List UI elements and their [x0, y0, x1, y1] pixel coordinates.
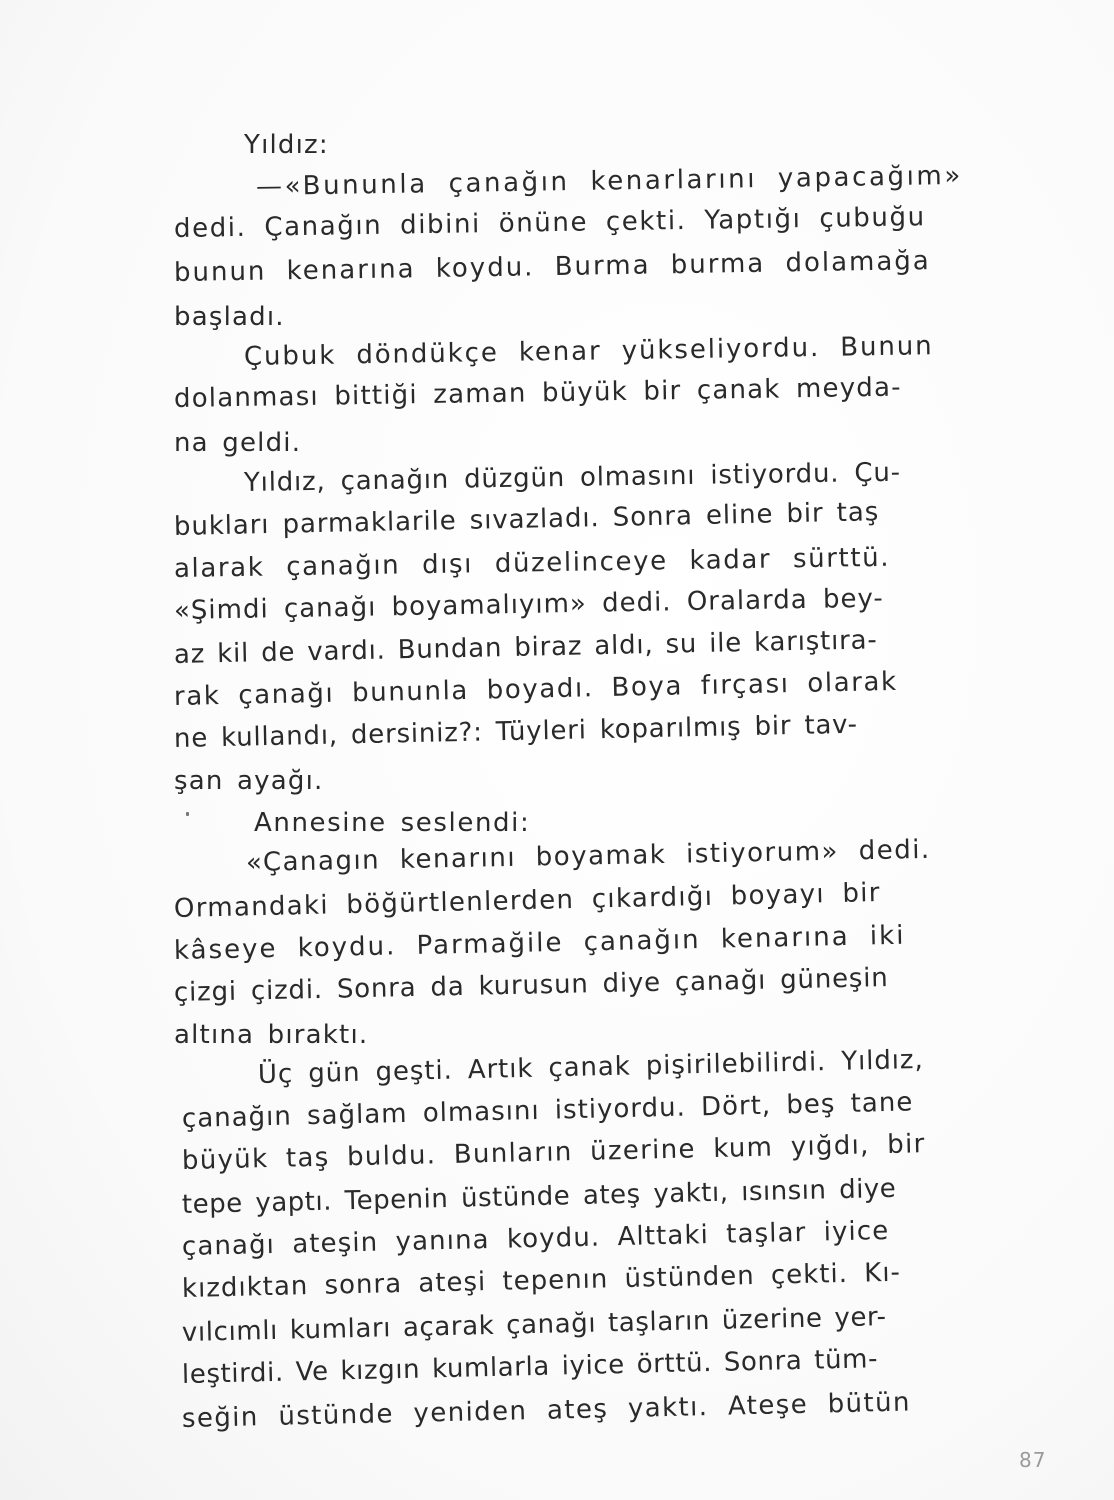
text-line: Çubuk döndükçe kenar yükseliyordu. Bunun: [243, 331, 934, 372]
text-line: az kil de vardı. Bundan biraz aldı, su ile karıştıra-: [173, 625, 878, 670]
text-line: çizgi çizdi. Sonra da kurusun diye çanağı güneşin: [173, 963, 889, 1008]
page-number: 87: [1019, 1448, 1047, 1472]
text-line: seğin üstünde yeniden ateş yaktı. Ateşe bütün: [181, 1387, 912, 1434]
text-line: Üç gün geşti. Artık çanak pişirilebilirdi. Yıldız,: [257, 1044, 924, 1090]
text-line: dedi. Çanağın dibini önüne çekti. Yaptığı çubuğu: [173, 202, 926, 244]
text-line: Yıldız:: [244, 130, 329, 160]
text-line: çanağı ateşin yanına koydu. Alttaki taşlar iyice: [181, 1215, 890, 1262]
text-line: Yıldız, çanağın düzgün olmasını istiyordu. Çu-: [243, 457, 902, 498]
text-line: rak çanağı bununla boyadı. Boya fırçası olarak: [173, 666, 898, 712]
text-line: vılcımlı kumları açarak çanağı taşların üzerine yer-: [181, 1302, 887, 1348]
text-line: ne kullandı, dersiniz?: Tüyleri koparılmış bir tav-: [173, 709, 859, 754]
text-line: şan ayağı.: [174, 766, 324, 796]
text-line: kâseye koydu. Parmağile çanağın kenarına iki: [173, 920, 906, 966]
text-line: Ormandaki böğürtlenlerden çıkardığı boyayı bir: [173, 877, 882, 924]
text-line: büyük taş buldu. Bunların üzerine kum yığdı, bir: [181, 1129, 926, 1176]
text-line: alarak çanağın dışı düzelinceye kadar sürttü.: [173, 542, 891, 584]
text-line: na geldi.: [174, 428, 302, 458]
text-line: Annesine seslendi:: [254, 808, 531, 838]
text-line: bukları parmaklarile sıvazladı. Sonra eline bir taş: [173, 497, 880, 542]
text-line: leştirdi. Ve kızgın kumlarla iyice örttü. Sonra tüm-: [181, 1344, 879, 1390]
text-line: altına bıraktı.: [174, 1020, 369, 1050]
text-line: «Şimdi çanağı boyamalıyım» dedi. Oralarda bey-: [173, 583, 885, 626]
text-line: başladı.: [174, 302, 285, 332]
text-line: bunun kenarına koydu. Burma burma dolamağa: [173, 246, 931, 288]
print-speck: [186, 812, 189, 816]
text-line: dolanması bittiği zaman büyük bir çanak meyda-: [173, 372, 902, 414]
text-line: tepe yaptı. Tepenin üstünde ateş yaktı, ısınsın diye: [181, 1173, 897, 1220]
text-line: «Çanagın kenarını boyamak istiyorum» dedi.: [245, 834, 931, 878]
text-line: —«Bununla çanağın kenarlarını yapacağım»: [255, 160, 964, 202]
text-line: çanağın sağlam olmasını istiyordu. Dört, beş tane: [181, 1087, 914, 1134]
text-line: kızdıktan sonra ateşi tepenın üstünden çekti. Kı-: [181, 1257, 902, 1304]
